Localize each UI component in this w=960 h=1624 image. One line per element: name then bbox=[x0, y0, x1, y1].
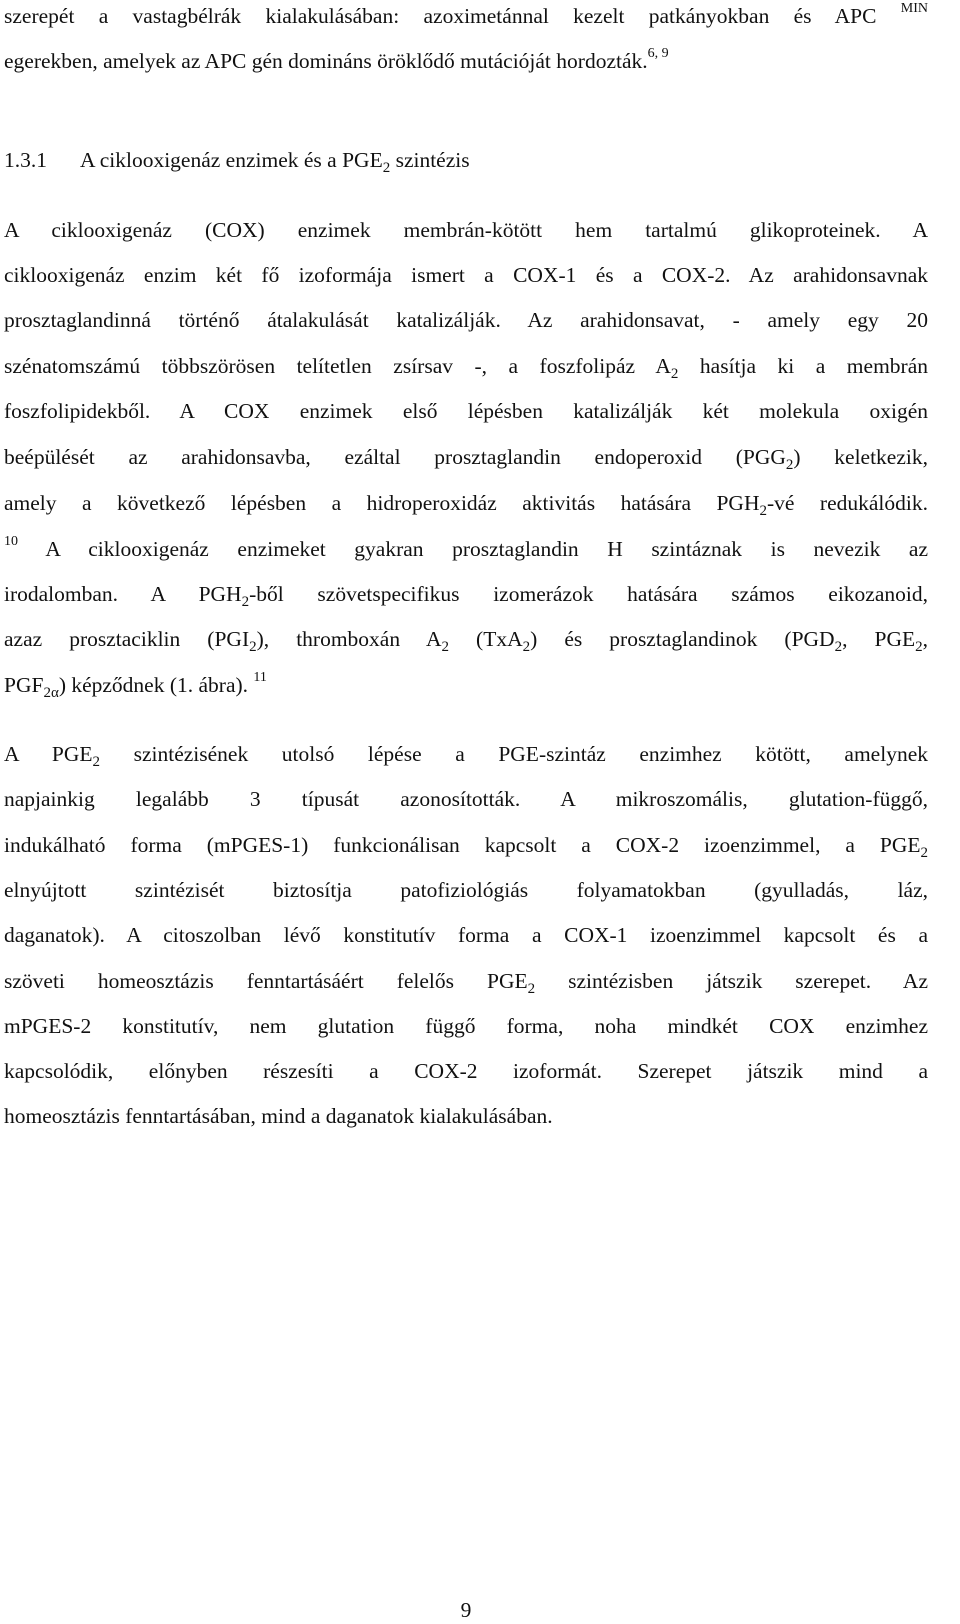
text: ciklooxigenáz enzim két fő izoformája ismert a COX-1 és a COX-2. Az arahidonsavnak bbox=[4, 263, 928, 287]
text: napjainkig legalább 3 típusát azonosították. A mikroszomális, glutation-függő, bbox=[4, 787, 928, 811]
subscript: 2 bbox=[920, 845, 928, 861]
subscript: 2 bbox=[915, 639, 923, 655]
subscript: 2 bbox=[522, 639, 531, 655]
section-number: 1.3.1 bbox=[4, 148, 47, 172]
text: indukálható forma (mPGES-1) funkcionálisan kapcsolt a COX-2 izoenzimmel, a PGE bbox=[4, 833, 921, 857]
subscript: 2 bbox=[670, 366, 679, 382]
text: homeosztázis fenntartásában, mind a daganatok kialakulásában. bbox=[4, 1104, 553, 1128]
section-title: A ciklooxigenáz enzimek és a PGE bbox=[80, 148, 383, 172]
p2-line-3 bbox=[4, 831, 928, 859]
intro-line-2 bbox=[4, 47, 928, 75]
text: amely a következő lépésben a hidroperoxidáz aktivitás hatására PGH bbox=[4, 491, 760, 515]
text: prosztaglandinná történő átalakulását katalizálják. Az arahidonsavat, - amely egy 20 bbox=[4, 308, 928, 332]
p2-line-2 bbox=[4, 785, 928, 813]
subscript: 2 bbox=[527, 981, 536, 997]
text: beépülését az arahidonsavba, ezáltal prosztaglandin endoperoxid (PGG bbox=[4, 445, 786, 469]
text: szintézisének utolsó lépése a PGE-szintáz enzimhez kötött, amelynek bbox=[100, 742, 928, 766]
superscript-min: MIN bbox=[900, 1, 929, 16]
p1-line-11 bbox=[4, 671, 928, 699]
p1-line-3 bbox=[4, 306, 928, 334]
intro-text: egerekben, amelyek az APC gén domináns öröklődő mutációját hordozták. bbox=[4, 49, 648, 73]
p2-line-6 bbox=[4, 967, 928, 995]
citation-ref: 11 bbox=[253, 670, 267, 685]
text: ) keletkezik, bbox=[793, 445, 928, 469]
page-number: 9 bbox=[460, 1598, 472, 1622]
subscript: 2 bbox=[382, 160, 391, 176]
text: , PGE bbox=[842, 627, 916, 651]
p2-line-4 bbox=[4, 876, 928, 904]
p1-line-9 bbox=[4, 580, 928, 608]
text: -ből szövetspecifikus izomerázok hatására számos eikozanoid, bbox=[249, 582, 928, 606]
p1-line-2 bbox=[4, 261, 928, 289]
subscript: 2 bbox=[92, 754, 101, 770]
text: ) képződnek (1. ábra). bbox=[58, 673, 249, 697]
text: A ciklooxigenáz (COX) enzimek membrán-kötött hem tartalmú glikoproteinek. A bbox=[4, 218, 928, 242]
subscript: 2 bbox=[241, 594, 250, 610]
subscript: 2 bbox=[785, 457, 794, 473]
p2-line-7 bbox=[4, 1012, 928, 1040]
p2-line-5 bbox=[4, 921, 928, 949]
p1-line-8 bbox=[4, 535, 928, 563]
subscript: 2 bbox=[441, 639, 449, 655]
p2-line-8 bbox=[4, 1057, 928, 1085]
citation-ref: 10 bbox=[4, 534, 18, 549]
text: kapcsolódik, előnyben részesíti a COX-2 izoformát. Szerepet játszik mind a bbox=[4, 1059, 928, 1083]
text: -vé redukálódik. bbox=[766, 491, 928, 515]
subscript: 2 bbox=[834, 639, 843, 655]
text: , bbox=[922, 627, 928, 651]
p1-line-1 bbox=[4, 216, 928, 244]
p1-line-4 bbox=[4, 352, 928, 380]
p1-line-10 bbox=[4, 625, 928, 653]
text: PGF bbox=[4, 673, 44, 697]
subscript: 2 bbox=[249, 639, 257, 655]
p1-line-7 bbox=[4, 489, 928, 517]
text: daganatok). A citoszolban lévő konstitutív forma a COX-1 izoenzimmel kapcsolt és a bbox=[4, 923, 928, 947]
text: szénatomszámú többszörösen telítetlen zsírsav -, a foszfolipáz A bbox=[4, 354, 671, 378]
text: ), thromboxán A bbox=[256, 627, 442, 651]
subscript: 2 bbox=[759, 503, 767, 519]
intro-text: szerepét a vastagbélrák kialakulásában: azoximetánnal kezelt patkányokban és APC bbox=[4, 4, 877, 28]
p2-line-1 bbox=[4, 740, 928, 768]
text: foszfolipidekből. A COX enzimek első lépésben katalizálják két molekula oxigén bbox=[4, 399, 928, 423]
p1-line-6 bbox=[4, 443, 928, 471]
text: A ciklooxigenáz enzimeket gyakran prosztaglandin H szintáznak is nevezik az bbox=[18, 537, 928, 561]
intro-line-1 bbox=[4, 2, 928, 30]
text: szöveti homeosztázis fenntartásáért felelős PGE bbox=[4, 969, 528, 993]
p1-line-5 bbox=[4, 397, 928, 425]
text: ) és prosztaglandinok (PGD bbox=[530, 627, 835, 651]
text: azaz prosztaciklin (PGI bbox=[4, 627, 250, 651]
citation-ref: 6, 9 bbox=[647, 46, 669, 61]
subscript: 2α bbox=[43, 685, 59, 701]
text: elnyújtott szintézisét biztosítja patofiziológiás folyamatokban (gyulladás, láz, bbox=[4, 878, 928, 902]
section-title-end: szintézis bbox=[390, 148, 470, 172]
section-heading bbox=[4, 146, 928, 174]
text: szintézisben játszik szerepet. Az bbox=[535, 969, 928, 993]
p2-line-9 bbox=[4, 1102, 928, 1130]
text: hasítja ki a membrán bbox=[678, 354, 928, 378]
text: mPGES-2 konstitutív, nem glutation függő forma, noha mindkét COX enzimhez bbox=[4, 1014, 928, 1038]
text: irodalomban. A PGH bbox=[4, 582, 242, 606]
text: A PGE bbox=[4, 742, 93, 766]
text: (TxA bbox=[449, 627, 523, 651]
